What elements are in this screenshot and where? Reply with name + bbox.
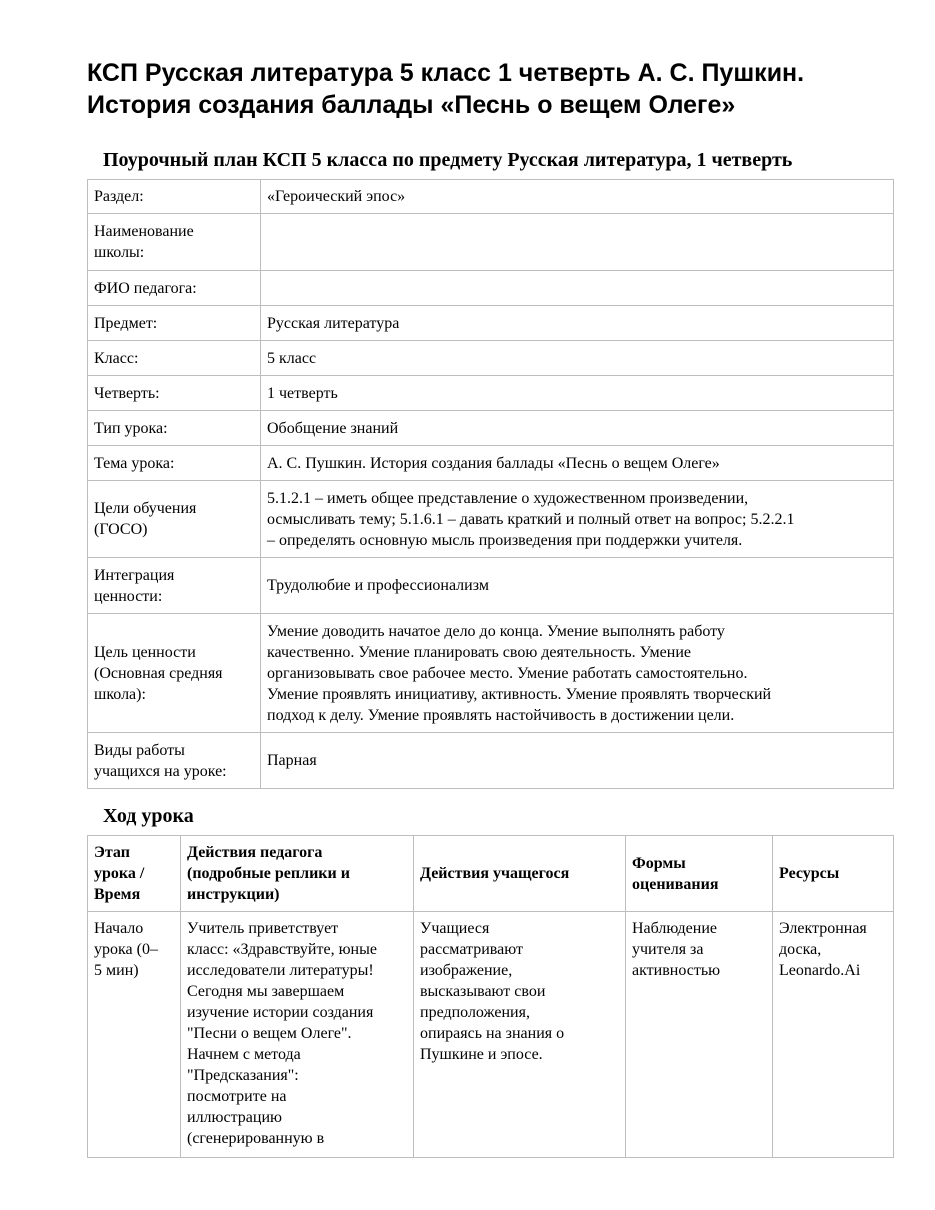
row-label-learning-goals: Цели обучения (ГОСО) (88, 481, 261, 558)
header-resources: Ресурсы (773, 836, 894, 912)
header-stage-time: Этап урока / Время (88, 836, 181, 912)
row-label-grade: Класс: (88, 341, 261, 376)
row-value-quarter: 1 четверть (261, 376, 894, 411)
table-row (88, 376, 894, 411)
row-value-value-integration: Трудолюбие и профессионализм (261, 558, 894, 614)
row-label-quarter: Четверть: (88, 376, 261, 411)
row-label-school: Наименование школы: (88, 214, 261, 271)
cell-student-actions: Учащиеся рассматривают изображение, высказывают свои предположения, опираясь на знания о Пушкине и эпосе. (414, 912, 626, 1158)
row-value-value-goal: Умение доводить начатое дело до конца. Умение выполнять работу качественно. Умение планировать свою деятельность. Умение организовывать свое рабочее место. Умение работать самостоятельно. Умение проявлять инициативу, активность. Умение проявлять творческий подход к делу. Умение проявлять настойчивость в достижении цели. (261, 614, 894, 733)
row-value-lesson-type: Обобщение знаний (261, 411, 894, 446)
lesson-plan-table (87, 179, 894, 789)
header-teacher-actions: Действия педагога (подробные реплики и инструкции) (181, 836, 414, 912)
row-label-work-types: Виды работы учащихся на уроке: (88, 733, 261, 789)
table-row (88, 214, 894, 271)
table-row (88, 614, 894, 733)
row-label-teacher: ФИО педагога: (88, 271, 261, 306)
cell-stage-time: Начало урока (0– 5 мин) (88, 912, 181, 1158)
row-value-lesson-topic: А. С. Пушкин. История создания баллады «Песнь о вещем Олеге» (261, 446, 894, 481)
table-row (88, 446, 894, 481)
document-title (87, 57, 907, 121)
header-student-actions: Действия учащегося (414, 836, 626, 912)
row-label-section: Раздел: (88, 180, 261, 214)
table-row (88, 180, 894, 214)
table-row (88, 411, 894, 446)
row-value-grade: 5 класс (261, 341, 894, 376)
row-value-subject: Русская литература (261, 306, 894, 341)
lesson-heading: Ход урока (103, 805, 194, 827)
table-row (88, 558, 894, 614)
table-row (88, 306, 894, 341)
row-value-section: «Героический эпос» (261, 180, 894, 214)
table-row (88, 733, 894, 789)
cell-teacher-actions: Учитель приветствует класс: «Здравствуйте, юные исследователи литературы! Сегодня мы завершаем изучение истории создания "Песни о вещем Олеге". Начнем с метода "Предсказания": посмотрите на иллюстрацию (сгенерированную в (181, 912, 414, 1158)
row-value-work-types: Парная (261, 733, 894, 789)
table-row (88, 271, 894, 306)
cell-assessment-forms: Наблюдение учителя за активностью (626, 912, 773, 1158)
row-label-value-goal: Цель ценности (Основная средняя школа): (88, 614, 261, 733)
header-assessment-forms: Формы оценивания (626, 836, 773, 912)
table-row (88, 341, 894, 376)
table-row (88, 481, 894, 558)
lesson-progress-table (87, 835, 894, 1158)
row-value-teacher (261, 271, 894, 306)
row-label-value-integration: Интеграция ценности: (88, 558, 261, 614)
table-header-row (88, 836, 894, 912)
plan-heading: Поурочный план КСП 5 класса по предмету Русская литература, 1 четверть (103, 149, 793, 171)
row-label-subject: Предмет: (88, 306, 261, 341)
row-value-learning-goals: 5.1.2.1 – иметь общее представление о художественном произведении, осмысливать тему; 5.1.6.1 – давать краткий и полный ответ на вопрос; 5.2.2.1 – определять основную мысль произведения при поддержки учителя. (261, 481, 894, 558)
title-line-1: КСП Русская литература 5 класс 1 четверть А. С. Пушкин. (87, 59, 805, 87)
row-label-lesson-topic: Тема урока: (88, 446, 261, 481)
title-line-2: История создания баллады «Песнь о вещем Олеге» (87, 91, 736, 119)
cell-resources: Электронная доска, Leonardo.Ai (773, 912, 894, 1158)
table-row (88, 912, 894, 1158)
row-value-school (261, 214, 894, 271)
row-label-lesson-type: Тип урока: (88, 411, 261, 446)
